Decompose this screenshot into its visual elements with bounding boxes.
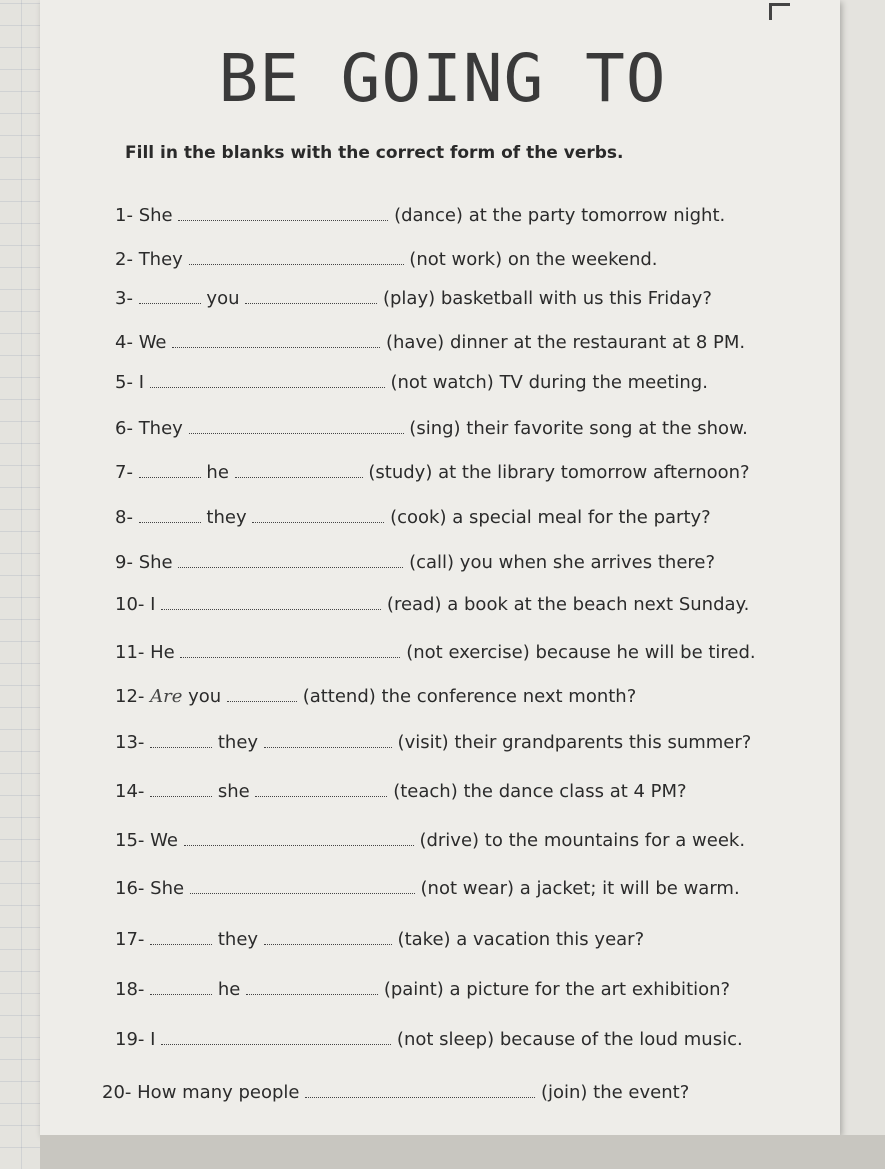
exercise-item-7 [115,462,750,483]
exercise-item-4 [115,332,745,353]
answer-blank[interactable] [150,387,385,388]
exercise-item-2 [115,249,658,270]
exercise-item-14 [115,781,687,802]
answer-blank-pre[interactable] [150,747,212,748]
answer-blank[interactable] [255,796,387,797]
item-number: 6- [115,418,133,439]
item-rest: the conference next month? [381,686,637,707]
item-rest: you when she arrives there? [459,552,716,573]
answer-blank[interactable] [190,893,415,894]
item-number: 14- [115,781,145,802]
item-subject: they [206,507,247,528]
item-subject: I [150,1029,156,1050]
item-rest: dinner at the restaurant at 8 PM. [449,332,746,353]
item-rest: because he will be tired. [535,642,756,663]
item-number: 3- [115,288,133,309]
item-verb: (not sleep) [396,1029,495,1050]
item-verb: (drive) [419,830,480,851]
item-number: 5- [115,372,133,393]
item-rest: because of the loud music. [499,1029,743,1050]
item-verb: (teach) [393,781,458,802]
exercise-item-20 [102,1082,689,1103]
item-rest: to the mountains for a week. [484,830,746,851]
item-number: 18- [115,979,145,1000]
item-verb: (attend) [302,686,376,707]
exercise-item-10 [115,594,749,615]
item-rest: on the weekend. [507,249,658,270]
item-number: 20- [102,1082,132,1103]
answer-blank[interactable] [264,747,392,748]
exercise-item-16 [115,878,740,899]
item-subject: you [206,288,240,309]
item-number: 19- [115,1029,145,1050]
exercise-item-9 [115,552,715,573]
item-rest: at the party tomorrow night. [468,205,726,226]
exercise-item-11 [115,642,756,663]
item-number: 11- [115,642,145,663]
answer-blank[interactable] [180,657,400,658]
answer-blank[interactable] [161,609,381,610]
exercise-item-12 [115,686,636,707]
item-verb: (paint) [383,979,444,1000]
item-subject: They [138,418,183,439]
answer-blank[interactable] [184,845,414,846]
answer-blank[interactable] [305,1097,535,1098]
item-rest: TV during the meeting. [499,372,708,393]
item-rest: at the library tomorrow afternoon? [438,462,750,483]
item-number: 2- [115,249,133,270]
item-verb: (cook) [390,507,447,528]
item-rest: a vacation this year? [456,929,645,950]
answer-blank[interactable] [178,567,403,568]
answer-blank[interactable] [245,303,377,304]
answer-blank[interactable] [172,347,380,348]
answer-blank[interactable] [178,220,388,221]
item-number: 12- [115,686,145,707]
exercise-item-15 [115,830,745,851]
item-rest: a jacket; it will be warm. [519,878,740,899]
answer-blank[interactable] [227,701,297,702]
item-subject: they [217,929,259,950]
answer-blank[interactable] [161,1044,391,1045]
answer-blank-pre[interactable] [139,522,201,523]
exercise-item-1 [115,205,725,226]
item-subject: He [150,642,175,663]
item-number: 13- [115,732,145,753]
item-number: 1- [115,205,133,226]
item-verb: (study) [368,462,433,483]
item-rest: the event? [593,1082,690,1103]
handwritten-answer: Are [150,686,183,707]
answer-blank-pre[interactable] [150,796,212,797]
item-rest: the dance class at 4 PM? [463,781,687,802]
item-subject: they [217,732,259,753]
answer-blank[interactable] [189,264,404,265]
page-title: BE GOING TO [218,40,667,117]
item-rest: a book at the beach next Sunday. [447,594,750,615]
item-subject: They [138,249,183,270]
item-rest: basketball with us this Friday? [440,288,712,309]
item-rest: a special meal for the party? [452,507,711,528]
item-verb: (play) [382,288,436,309]
answer-blank[interactable] [264,944,392,945]
item-subject: he [206,462,229,483]
corner-mark [769,3,790,20]
item-number: 8- [115,507,133,528]
item-verb: (read) [386,594,442,615]
bottom-shadow [40,1135,885,1169]
item-subject: I [150,594,156,615]
answer-blank-pre[interactable] [150,944,212,945]
exercise-item-3 [115,288,712,309]
item-subject: She [150,878,185,899]
item-number: 7- [115,462,133,483]
item-number: 4- [115,332,133,353]
item-subject: I [138,372,144,393]
answer-blank-pre[interactable] [139,303,201,304]
item-verb: (not wear) [420,878,515,899]
item-subject: you [188,686,222,707]
item-rest: their grandparents this summer? [454,732,752,753]
instruction: Fill in the blanks with the correct form of the verbs. [125,143,624,163]
answer-blank[interactable] [189,433,404,434]
exercise-item-19 [115,1029,743,1050]
item-verb: (visit) [397,732,449,753]
exercise-item-17 [115,929,644,950]
item-subject: She [138,205,173,226]
item-subject: We [138,332,167,353]
item-rest: their favorite song at the show. [466,418,748,439]
exercise-item-13 [115,732,751,753]
item-verb: (sing) [409,418,461,439]
answer-blank-pre[interactable] [139,477,201,478]
exercise-item-18 [115,979,730,1000]
exercise-item-5 [115,372,708,393]
item-number: 17- [115,929,145,950]
item-verb: (join) [540,1082,588,1103]
exercise-item-8 [115,507,711,528]
item-verb: (dance) [394,205,463,226]
item-number: 10- [115,594,145,615]
item-subject: She [138,552,173,573]
item-subject: We [150,830,178,851]
answer-blank[interactable] [246,994,378,995]
item-number: 15- [115,830,145,851]
item-verb: (not watch) [390,372,494,393]
item-rest: a picture for the art exhibition? [449,979,731,1000]
item-subject: How many people [137,1082,300,1103]
item-verb: (not work) [409,249,503,270]
item-verb: (take) [397,929,451,950]
grid-paper-edge [0,0,40,1169]
answer-blank[interactable] [235,477,363,478]
item-verb: (not exercise) [406,642,530,663]
item-subject: he [217,979,241,1000]
answer-blank[interactable] [252,522,384,523]
item-verb: (have) [385,332,445,353]
exercise-item-6 [115,418,748,439]
answer-blank-pre[interactable] [150,994,212,995]
item-number: 16- [115,878,145,899]
item-number: 9- [115,552,133,573]
item-subject: she [217,781,250,802]
item-verb: (call) [409,552,455,573]
